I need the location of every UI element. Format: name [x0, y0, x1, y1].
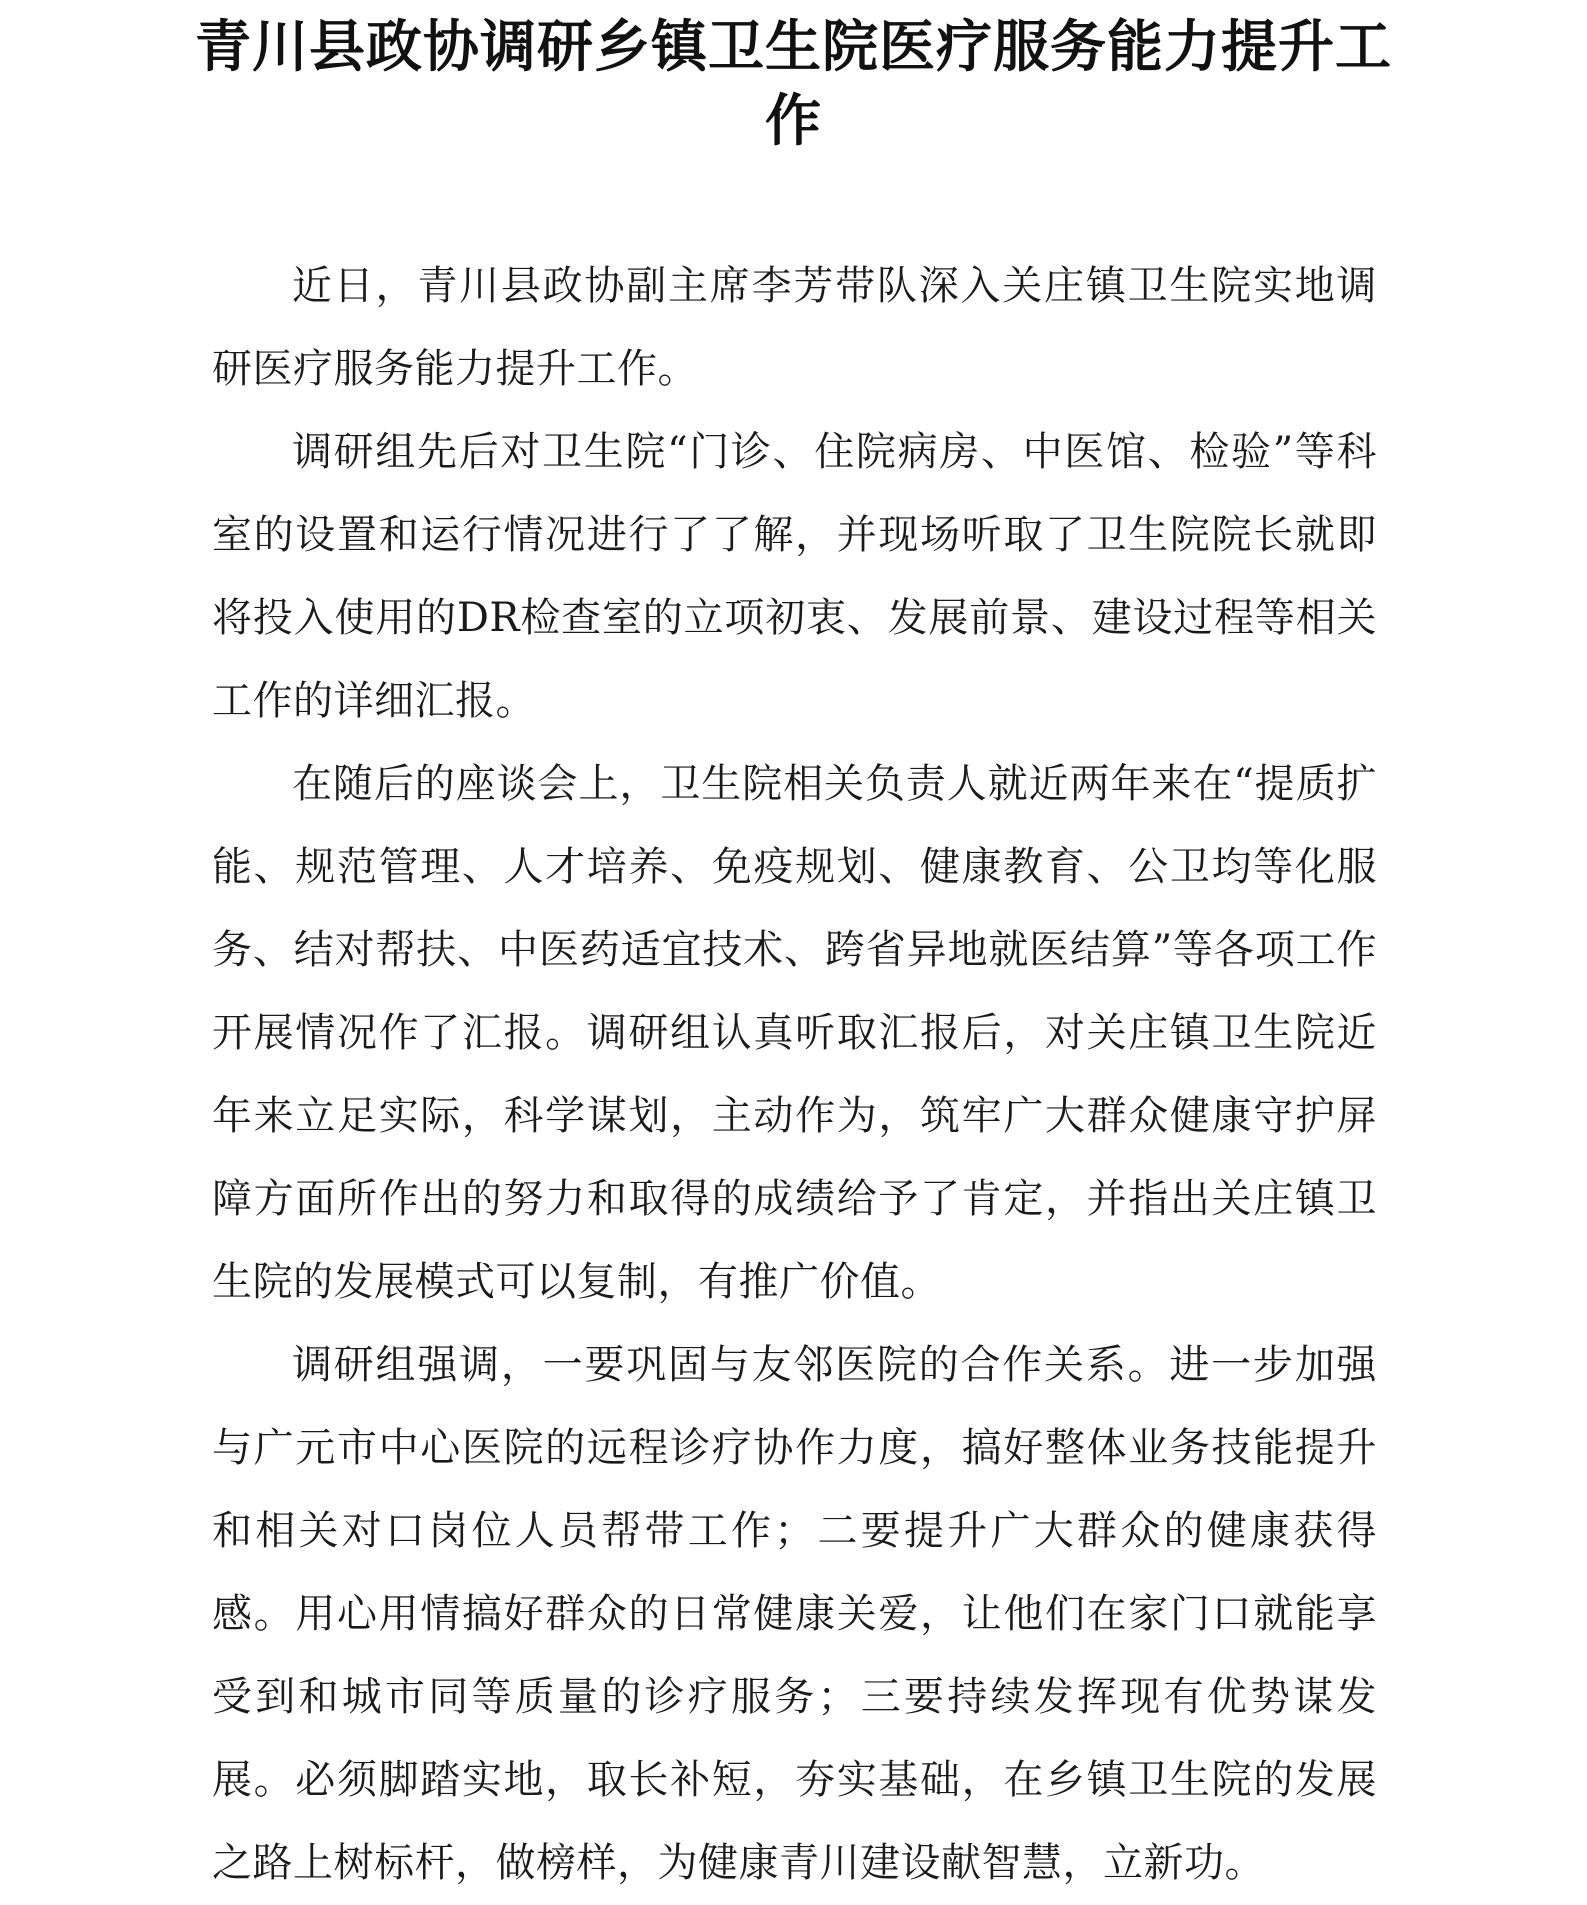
paragraph-inspection: 调研组先后对卫生院“门诊、住院病房、中医馆、检验”等科室的设置和运行情况进行了了解，并现场听取了卫生院院长就即将投入使用的DR检查室的立项初衷、发展前景、建设过程等相关工作的详细汇报。 — [212, 429, 1377, 724]
paragraph-intro: 近日，青川县政协副主席李芳带队深入关庄镇卫生院实地调研医疗服务能力提升工作。 — [212, 263, 1377, 392]
document-body — [212, 245, 1377, 1905]
paragraph-symposium: 在随后的座谈会上，卫生院相关负责人就近两年来在“提质扩能、规范管理、人才培养、免疫规划、健康教育、公卫均等化服务、结对帮扶、中医药适宜技术、跨省异地就医结算”等各项工作开展情况作了汇报。调研组认真听取汇报后，对关庄镇卫生院近年来立足实际，科学谋划，主动作为，筑牢广大群众健康守护屏障方面所作出的努力和取得的成绩给予了肯定，并指出关庄镇卫生院的发展模式可以复制，有推广价值。 — [212, 761, 1377, 1305]
paragraph-requirements: 调研组强调，一要巩固与友邻医院的合作关系。进一步加强与广元市中心医院的远程诊疗协作力度，搞好整体业务技能提升和相关对口岗位人员帮带工作；二要提升广大群众的健康获得感。用心用情搞好群众的日常健康关爱，让他们在家门口就能享受到和城市同等质量的诊疗服务；三要持续发挥现有优势谋发展。必须脚踏实地，取长补短，夯实基础，在乡镇卫生院的发展之路上树标杆，做榜样，为健康青川建设献智慧，立新功。 — [212, 1342, 1377, 1886]
document-title: 青川县政协调研乡镇卫生院医疗服务能力提升工作 — [195, 14, 1392, 154]
